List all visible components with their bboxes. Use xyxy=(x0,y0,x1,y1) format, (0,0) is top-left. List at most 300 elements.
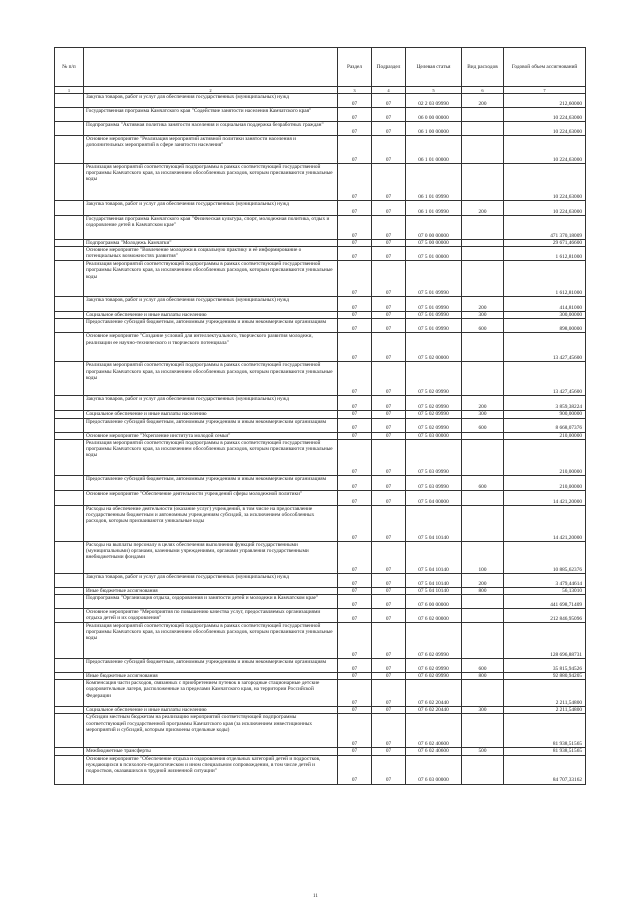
name-cell: Предоставление субсидий бюджетным, автономным учреждениям и иным некоммерческим организациям xyxy=(84,475,338,490)
name-cell: Реализация мероприятий соответствующей подпрограммы в рамках соответствующей государственной программы Камчатского края, за исключением обособленных расходов, которым присваиваются уникальные коды xyxy=(84,261,338,297)
name-cell: Компенсация части расходов, связанных с приобретением путевок в загородные стационарные детские оздоровительные лагеря, расположенные за пределами Камчатского края, на территории Российской Федерации xyxy=(84,680,338,707)
podrazdel-cell: 07 xyxy=(372,164,406,201)
name-cell: Подпрограмма "Молодежь Камчатки" xyxy=(84,240,338,247)
podrazdel-cell: 07 xyxy=(372,623,406,659)
amount-cell: 29 671,46600 xyxy=(504,240,586,247)
row-number-cell xyxy=(55,595,84,609)
podrazdel-cell: 07 xyxy=(372,439,406,475)
podrazdel-cell: 07 xyxy=(372,122,406,136)
podrazdel-cell: 07 xyxy=(372,505,406,541)
name-cell: Закупка товаров, работ и услуг для обеспечения государственных (муниципальных) нужд xyxy=(84,201,338,216)
amount-cell: 10 224,63000 xyxy=(504,122,586,136)
razdel-cell: 07 xyxy=(338,362,372,396)
podrazdel-cell: 07 xyxy=(372,247,406,261)
row-number-cell xyxy=(55,475,84,490)
razdel-cell: 07 xyxy=(338,673,372,680)
expense-type-cell: 500 xyxy=(462,748,504,755)
expense-type-cell xyxy=(462,432,504,439)
expense-type-cell: 300 xyxy=(462,312,504,319)
amount-cell: 13 427,45600 xyxy=(504,362,586,396)
podrazdel-cell: 07 xyxy=(372,475,406,490)
razdel-cell: 07 xyxy=(338,595,372,609)
col-number: 2 xyxy=(84,87,338,94)
razdel-cell: 07 xyxy=(338,319,372,333)
amount-cell: 10 885,62376 xyxy=(504,541,586,573)
name-cell: Закупка товаров, работ и услуг для обеспечения государственных (муниципальных) нужд xyxy=(84,396,338,411)
name-cell: Социальное обеспечение и иные выплаты населению xyxy=(84,312,338,319)
amount-cell: 414,81000 xyxy=(504,297,586,312)
table-row xyxy=(55,261,586,297)
razdel-cell: 07 xyxy=(338,122,372,136)
table-row xyxy=(55,714,586,748)
expense-type-cell xyxy=(462,680,504,707)
table-row xyxy=(55,362,586,396)
name-cell: Предоставление субсидий бюджетным, автономным учреждениям и иным некоммерческим организациям xyxy=(84,319,338,333)
target-article-cell: 07 5 04 10140 xyxy=(406,541,462,573)
amount-cell: 92 880,94205 xyxy=(504,673,586,680)
podrazdel-cell: 07 xyxy=(372,136,406,164)
col-number: 6 xyxy=(462,87,504,94)
col-number: 3 xyxy=(338,87,372,94)
expense-type-cell: 800 xyxy=(462,673,504,680)
amount-cell: 128 696,88731 xyxy=(504,623,586,659)
table-row xyxy=(55,659,586,673)
row-number-cell xyxy=(55,411,84,418)
table-row xyxy=(55,297,586,312)
podrazdel-cell: 07 xyxy=(372,333,406,362)
table-row xyxy=(55,587,586,594)
header-podrazdel: Подраздел xyxy=(372,48,406,87)
table-row xyxy=(55,595,586,609)
col-number: 5 xyxy=(406,87,462,94)
header-razdel: Раздел xyxy=(338,48,372,87)
row-number-cell xyxy=(55,333,84,362)
target-article-cell: 07 6 02 09990 xyxy=(406,659,462,673)
row-number-cell xyxy=(55,164,84,201)
amount-cell: 898,00000 xyxy=(504,319,586,333)
table-row xyxy=(55,108,586,122)
target-article-cell: 07 5 03 09990 xyxy=(406,475,462,490)
expense-type-cell: 200 xyxy=(462,573,504,587)
razdel-cell: 07 xyxy=(338,418,372,432)
expense-type-cell: 200 xyxy=(462,396,504,411)
podrazdel-cell: 07 xyxy=(372,714,406,748)
target-article-cell: 02 2 03 09990 xyxy=(406,94,462,108)
razdel-cell: 07 xyxy=(338,573,372,587)
name-cell: Межбюджетные трансферты xyxy=(84,748,338,755)
podrazdel-cell: 07 xyxy=(372,201,406,216)
name-cell: Предоставление субсидий бюджетным, автономным учреждениям и иным некоммерческим организациям xyxy=(84,418,338,432)
table-row xyxy=(55,748,586,755)
row-number-cell xyxy=(55,587,84,594)
razdel-cell: 07 xyxy=(338,541,372,573)
target-article-cell: 07 5 04 10140 xyxy=(406,587,462,594)
row-number-cell xyxy=(55,108,84,122)
razdel-cell: 07 xyxy=(338,333,372,362)
row-number-cell xyxy=(55,297,84,312)
table-row xyxy=(55,505,586,541)
row-number-cell xyxy=(55,609,84,623)
expense-type-cell: 300 xyxy=(462,707,504,714)
target-article-cell: 07 6 00 00000 xyxy=(406,595,462,609)
target-article-cell: 07 5 01 09990 xyxy=(406,297,462,312)
razdel-cell: 07 xyxy=(338,609,372,623)
name-cell: Подпрограмма "Активная политика занятости населения и социальная поддержка безработных граждан" xyxy=(84,122,338,136)
target-article-cell: 06 1 00 00000 xyxy=(406,122,462,136)
name-cell: Предоставление субсидий бюджетным, автономным учреждениям и иным некоммерческим организациям xyxy=(84,659,338,673)
amount-cell: 2 211,54800 xyxy=(504,680,586,707)
row-number-cell xyxy=(55,432,84,439)
podrazdel-cell: 07 xyxy=(372,418,406,432)
target-article-cell: 07 6 02 09990 xyxy=(406,673,462,680)
expense-type-cell: 600 xyxy=(462,418,504,432)
expense-type-cell xyxy=(462,505,504,541)
expense-type-cell: 300 xyxy=(462,411,504,418)
row-number-cell xyxy=(55,755,84,784)
amount-cell: 300,00000 xyxy=(504,312,586,319)
expense-type-cell xyxy=(462,122,504,136)
amount-cell: 10 224,63000 xyxy=(504,164,586,201)
razdel-cell: 07 xyxy=(338,748,372,755)
razdel-cell: 07 xyxy=(338,714,372,748)
table-row xyxy=(55,240,586,247)
target-article-cell: 07 6 02 20440 xyxy=(406,680,462,707)
expense-type-cell: 200 xyxy=(462,94,504,108)
razdel-cell: 07 xyxy=(338,411,372,418)
target-article-cell: 07 5 04 10140 xyxy=(406,573,462,587)
table-row xyxy=(55,541,586,573)
table-row xyxy=(55,411,586,418)
podrazdel-cell: 07 xyxy=(372,261,406,297)
name-cell: Социальное обеспечение и иные выплаты населению xyxy=(84,411,338,418)
table-row xyxy=(55,707,586,714)
podrazdel-cell: 07 xyxy=(372,595,406,609)
podrazdel-cell: 07 xyxy=(372,411,406,418)
name-cell: Реализация мероприятий соответствующей подпрограммы в рамках соответствующей государственной программы Камчатского края, за исключением обособленных расходов, которым присваиваются уникальные коды xyxy=(84,439,338,475)
row-number-cell xyxy=(55,707,84,714)
name-cell: Основное мероприятие "Создание условий для интеллектуального, творческого развития молодежи, реализации ее научно-технического и творческого потенциала" xyxy=(84,333,338,362)
header-name xyxy=(84,48,338,87)
amount-cell: 56,13010 xyxy=(504,587,586,594)
target-article-cell: 07 5 02 00000 xyxy=(406,333,462,362)
target-article-cell: 06 1 01 00000 xyxy=(406,136,462,164)
row-number-cell xyxy=(55,396,84,411)
row-number-cell xyxy=(55,201,84,216)
table-row xyxy=(55,755,586,784)
amount-cell: 900,00000 xyxy=(504,411,586,418)
razdel-cell: 07 xyxy=(338,755,372,784)
razdel-cell: 07 xyxy=(338,312,372,319)
razdel-cell: 07 xyxy=(338,201,372,216)
table-row xyxy=(55,94,586,108)
name-cell: Расходы на обеспечение деятельности (оказание услуг) учреждений, в том числе на предоставление государственным бюджетным и автономным учреждениям субсидий, за исключением обособленных расходов, которым присваиваются уникальные коды xyxy=(84,505,338,541)
amount-cell: 35 815,94526 xyxy=(504,659,586,673)
col-number: 4 xyxy=(372,87,406,94)
table-row xyxy=(55,680,586,707)
table-row xyxy=(55,418,586,432)
podrazdel-cell: 07 xyxy=(372,240,406,247)
podrazdel-cell: 07 xyxy=(372,748,406,755)
name-cell: Реализация мероприятий соответствующей подпрограммы в рамках соответствующей государственной программы Камчатского края, за исключением обособленных расходов, которым присваиваются уникальные коды xyxy=(84,362,338,396)
row-number-cell xyxy=(55,439,84,475)
target-article-cell: 07 6 02 00000 xyxy=(406,609,462,623)
expense-type-cell: 600 xyxy=(462,319,504,333)
razdel-cell: 07 xyxy=(338,247,372,261)
razdel-cell: 07 xyxy=(338,108,372,122)
table-row xyxy=(55,136,586,164)
page-number: 11 xyxy=(313,894,318,899)
expense-type-cell: 200 xyxy=(462,297,504,312)
table-row xyxy=(55,573,586,587)
razdel-cell: 07 xyxy=(338,240,372,247)
expense-type-cell xyxy=(462,333,504,362)
expense-type-cell xyxy=(462,164,504,201)
target-article-cell: 07 5 02 09990 xyxy=(406,411,462,418)
name-cell: Основное мероприятие "Обеспечение деятельности учреждений сферы молодежной политики" xyxy=(84,490,338,505)
razdel-cell: 07 xyxy=(338,297,372,312)
table-row xyxy=(55,623,586,659)
row-number-cell xyxy=(55,714,84,748)
amount-cell: 3 479,44614 xyxy=(504,573,586,587)
table-row xyxy=(55,432,586,439)
table-row xyxy=(55,164,586,201)
razdel-cell: 07 xyxy=(338,505,372,541)
name-cell: Закупка товаров, работ и услуг для обеспечения государственных (муниципальных) нужд xyxy=(84,94,338,108)
target-article-cell: 07 5 01 09990 xyxy=(406,319,462,333)
amount-cell: 441 698,71409 xyxy=(504,595,586,609)
expense-type-cell xyxy=(462,240,504,247)
amount-cell: 8 668,07376 xyxy=(504,418,586,432)
amount-cell: 14 421,20000 xyxy=(504,490,586,505)
column-number-row xyxy=(55,87,586,94)
expense-type-cell xyxy=(462,595,504,609)
row-number-cell xyxy=(55,362,84,396)
expense-type-cell xyxy=(462,439,504,475)
amount-cell: 1 612,81000 xyxy=(504,247,586,261)
target-article-cell: 07 5 02 09990 xyxy=(406,396,462,411)
row-number-cell xyxy=(55,216,84,240)
header-num: № п/п xyxy=(55,48,84,87)
row-number-cell xyxy=(55,573,84,587)
amount-cell: 212,60000 xyxy=(504,94,586,108)
name-cell: Государственная программа Камчатского края "Физическая культура, спорт, молодежная политика, отдых и оздоровление детей в Камчатском крае" xyxy=(84,216,338,240)
expense-type-cell: 800 xyxy=(462,587,504,594)
table-row xyxy=(55,122,586,136)
expense-type-cell xyxy=(462,755,504,784)
target-article-cell: 07 0 00 00000 xyxy=(406,216,462,240)
razdel-cell: 07 xyxy=(338,164,372,201)
name-cell: Основное мероприятие "Укрепление института молодой семьи" xyxy=(84,432,338,439)
table-row xyxy=(55,312,586,319)
target-article-cell: 06 1 01 09990 xyxy=(406,164,462,201)
podrazdel-cell: 07 xyxy=(372,587,406,594)
name-cell: Закупка товаров, работ и услуг для обеспечения государственных (муниципальных) нужд xyxy=(84,573,338,587)
expense-type-cell: 200 xyxy=(462,201,504,216)
target-article-cell: 07 5 01 00000 xyxy=(406,247,462,261)
amount-cell: 14 421,20000 xyxy=(504,505,586,541)
row-number-cell xyxy=(55,136,84,164)
podrazdel-cell: 07 xyxy=(372,673,406,680)
amount-cell: 471 370,18009 xyxy=(504,216,586,240)
target-article-cell: 07 5 02 09990 xyxy=(406,418,462,432)
amount-cell: 1 612,81000 xyxy=(504,261,586,297)
row-number-cell xyxy=(55,541,84,573)
razdel-cell: 07 xyxy=(338,475,372,490)
name-cell: Подпрограмма "Организация отдыха, оздоровления и занятости детей и молодежи в Камчатском крае" xyxy=(84,595,338,609)
podrazdel-cell: 07 xyxy=(372,319,406,333)
podrazdel-cell: 07 xyxy=(372,573,406,587)
amount-cell: 10 224,63000 xyxy=(504,108,586,122)
row-number-cell xyxy=(55,490,84,505)
target-article-cell: 07 5 03 00000 xyxy=(406,432,462,439)
target-article-cell: 07 6 03 00000 xyxy=(406,755,462,784)
target-article-cell: 07 5 04 10140 xyxy=(406,505,462,541)
podrazdel-cell: 07 xyxy=(372,680,406,707)
name-cell: Иные бюджетные ассигнования xyxy=(84,673,338,680)
name-cell: Иные бюджетные ассигнования xyxy=(84,587,338,594)
expense-type-cell: 100 xyxy=(462,541,504,573)
row-number-cell xyxy=(55,319,84,333)
name-cell: Основное мероприятие "Мероприятия по повышению качества услуг, предоставляемых организациями отдыха детей и их оздоровления" xyxy=(84,609,338,623)
target-article-cell: 07 5 03 09990 xyxy=(406,439,462,475)
row-number-cell xyxy=(55,748,84,755)
name-cell: Реализация мероприятий соответствующей подпрограммы в рамках соответствующей государственной программы Камчатского края, за исключением обособленных расходов, которым присваиваются уникальные коды xyxy=(84,623,338,659)
table-row xyxy=(55,490,586,505)
expense-type-cell: 600 xyxy=(462,659,504,673)
amount-cell: 210,00000 xyxy=(504,439,586,475)
razdel-cell: 07 xyxy=(338,396,372,411)
amount-cell: 212 846,95096 xyxy=(504,609,586,623)
podrazdel-cell: 07 xyxy=(372,541,406,573)
expense-type-cell xyxy=(462,490,504,505)
razdel-cell: 07 xyxy=(338,707,372,714)
podrazdel-cell: 07 xyxy=(372,312,406,319)
row-number-cell xyxy=(55,312,84,319)
target-article-cell: 07 5 02 09990 xyxy=(406,362,462,396)
razdel-cell: 07 xyxy=(338,680,372,707)
table-row xyxy=(55,396,586,411)
row-number-cell xyxy=(55,240,84,247)
col-number: 1 xyxy=(55,87,84,94)
name-cell: Закупка товаров, работ и услуг для обеспечения государственных (муниципальных) нужд xyxy=(84,297,338,312)
expense-type-cell xyxy=(462,108,504,122)
podrazdel-cell: 07 xyxy=(372,432,406,439)
amount-cell: 3 859,38224 xyxy=(504,396,586,411)
podrazdel-cell: 07 xyxy=(372,94,406,108)
table-row xyxy=(55,201,586,216)
target-article-cell: 06 1 01 09990 xyxy=(406,201,462,216)
target-article-cell: 07 5 00 00000 xyxy=(406,240,462,247)
expense-type-cell xyxy=(462,247,504,261)
name-cell: Основное мероприятие "Обеспечение отдыха и оздоровления отдельных категорий детей и подростков, нуждающихся в психолого-педагогическом и ином специальном сопровождении, в том числе детей и подростков, оказавшихся в трудной жизненной ситуации" xyxy=(84,755,338,784)
table-row xyxy=(55,333,586,362)
row-number-cell xyxy=(55,94,84,108)
name-cell: Реализация мероприятий соответствующей подпрограммы в рамках соответствующей государственной программы Камчатского края, за исключением обособленных расходов, которым присваиваются уникальные коды xyxy=(84,164,338,201)
amount-cell: 81 938,51565 xyxy=(504,714,586,748)
table-row xyxy=(55,439,586,475)
podrazdel-cell: 07 xyxy=(372,609,406,623)
podrazdel-cell: 07 xyxy=(372,490,406,505)
expense-type-cell xyxy=(462,136,504,164)
table-row xyxy=(55,247,586,261)
target-article-cell: 07 5 04 00000 xyxy=(406,490,462,505)
expense-type-cell xyxy=(462,623,504,659)
name-cell: Субсидии местным бюджетам на реализацию мероприятий соответствующей подпрограммы соответствующей государственной программы Камчатского края (за исключением инвестиционных мероприятий и субсидий, которым присвоены отдельные коды) xyxy=(84,714,338,748)
amount-cell: 2 211,54800 xyxy=(504,707,586,714)
name-cell: Социальное обеспечение и иные выплаты населению xyxy=(84,707,338,714)
expense-type-cell xyxy=(462,609,504,623)
razdel-cell: 07 xyxy=(338,439,372,475)
table-row xyxy=(55,319,586,333)
razdel-cell: 07 xyxy=(338,261,372,297)
expense-type-cell xyxy=(462,261,504,297)
target-article-cell: 07 6 02 40600 xyxy=(406,714,462,748)
podrazdel-cell: 07 xyxy=(372,297,406,312)
row-number-cell xyxy=(55,659,84,673)
podrazdel-cell: 07 xyxy=(372,396,406,411)
podrazdel-cell: 07 xyxy=(372,659,406,673)
amount-cell: 10 224,63000 xyxy=(504,201,586,216)
name-cell: Расходы на выплаты персоналу в целях обеспечения выполнения функций государственными (муниципальными) органами, казенными учреждениями, органами управления государственными внебюджетными фондами xyxy=(84,541,338,573)
table-row xyxy=(55,475,586,490)
amount-cell: 13 427,45600 xyxy=(504,333,586,362)
table-row xyxy=(55,609,586,623)
podrazdel-cell: 07 xyxy=(372,707,406,714)
name-cell: Основное мероприятие "Реализация мероприятий активной политики занятости населения и дополнительных мероприятий в сфере занятости населения" xyxy=(84,136,338,164)
podrazdel-cell: 07 xyxy=(372,108,406,122)
target-article-cell: 07 6 02 40600 xyxy=(406,748,462,755)
expense-type-cell xyxy=(462,216,504,240)
name-cell: Государственная программа Камчатского края "Содействие занятости населения Камчатского края" xyxy=(84,108,338,122)
name-cell: Основное мероприятие "Вовлечение молодежи в социальную практику и её информирование о потенциальных возможностях развития" xyxy=(84,247,338,261)
razdel-cell: 07 xyxy=(338,623,372,659)
amount-cell: 210,00000 xyxy=(504,475,586,490)
header-row xyxy=(55,48,586,87)
row-number-cell xyxy=(55,680,84,707)
razdel-cell: 07 xyxy=(338,432,372,439)
amount-cell: 210,00000 xyxy=(504,432,586,439)
row-number-cell xyxy=(55,261,84,297)
podrazdel-cell: 07 xyxy=(372,216,406,240)
razdel-cell: 07 xyxy=(338,659,372,673)
row-number-cell xyxy=(55,418,84,432)
budget-table xyxy=(54,47,586,785)
target-article-cell: 07 5 01 09990 xyxy=(406,312,462,319)
row-number-cell xyxy=(55,623,84,659)
razdel-cell: 07 xyxy=(338,587,372,594)
table-row xyxy=(55,216,586,240)
col-number: 7 xyxy=(504,87,586,94)
podrazdel-cell: 07 xyxy=(372,755,406,784)
target-article-cell: 07 6 02 09990 xyxy=(406,623,462,659)
razdel-cell: 07 xyxy=(338,94,372,108)
podrazdel-cell: 07 xyxy=(372,362,406,396)
header-vr: Вид расходов xyxy=(462,48,504,87)
row-number-cell xyxy=(55,247,84,261)
target-article-cell: 07 5 01 09990 xyxy=(406,261,462,297)
target-article-cell: 06 0 00 00000 xyxy=(406,108,462,122)
amount-cell: 84 707,33162 xyxy=(504,755,586,784)
razdel-cell: 07 xyxy=(338,490,372,505)
expense-type-cell: 600 xyxy=(462,475,504,490)
amount-cell: 81 938,51565 xyxy=(504,748,586,755)
row-number-cell xyxy=(55,673,84,680)
razdel-cell: 07 xyxy=(338,216,372,240)
expense-type-cell xyxy=(462,714,504,748)
razdel-cell: 07 xyxy=(338,136,372,164)
target-article-cell: 07 6 02 20440 xyxy=(406,707,462,714)
header-csr: Целевая статья xyxy=(406,48,462,87)
